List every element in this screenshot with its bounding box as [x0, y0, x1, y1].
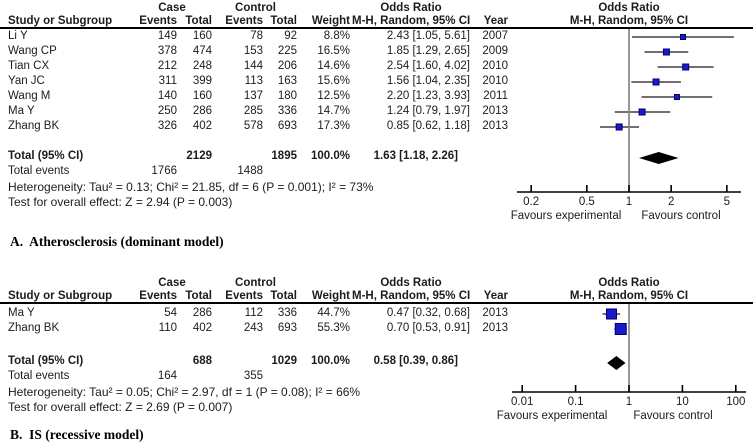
or-ci-cell: 1.24 [0.79, 1.97] — [386, 105, 470, 117]
odds-ratio-group-header: Odds Ratio — [380, 277, 442, 289]
case-total-cell: 248 — [192, 60, 212, 72]
weight-cell: 17.3% — [317, 120, 350, 132]
axis-tick-label: 0.1 — [567, 396, 584, 408]
case-events-cell: 311 — [158, 75, 177, 87]
case-total-column-header: Total — [185, 15, 212, 27]
overall-effect-text: Test for overall effect: Z = 2.69 (P = 0.007) — [8, 400, 233, 414]
panel-b-label: B. IS (recessive model) — [10, 427, 144, 442]
case-total-cell: 474 — [192, 45, 212, 57]
study-name-cell: Ma Y — [8, 105, 35, 117]
year-cell: 2011 — [483, 90, 508, 102]
axis-tick-label: 5 — [723, 196, 731, 208]
weight-cell: 8.8% — [323, 30, 350, 42]
year-cell: 2013 — [482, 120, 508, 132]
or-marker — [683, 64, 689, 70]
favours-left-label: Favours experimental — [496, 410, 608, 422]
plot-subtitle: M-H, Random, 95% CI — [569, 15, 689, 27]
case-events-cell: 326 — [157, 120, 177, 132]
case-events-cell: 54 — [164, 307, 177, 319]
axis-tick-label: 1 — [625, 196, 633, 208]
axis-tick-label: 2 — [667, 196, 675, 208]
or-marker — [615, 324, 626, 335]
case-events-cell: 110 — [158, 322, 177, 334]
control-events-cell: 112 — [244, 307, 263, 319]
or-marker — [680, 35, 685, 40]
total-events-case-cell: 1766 — [151, 165, 177, 177]
year-column-header: Year — [483, 15, 508, 27]
case-events-cell: 250 — [157, 105, 177, 117]
study-name-cell: Li Y — [8, 30, 28, 42]
heterogeneity-text: Heterogeneity: Tau² = 0.13; Chi² = 21.85, df = 6 (P = 0.001); I² = 73% — [8, 180, 374, 194]
total-case-total-cell: 2129 — [186, 150, 212, 162]
total-or-ci-cell: 0.58 [0.39, 0.86] — [373, 355, 458, 367]
or-ci-cell: 1.85 [1.29, 2.65] — [386, 45, 470, 57]
axis-tick-label: 0.01 — [510, 396, 534, 408]
control-events-column-header: Events — [225, 290, 263, 302]
total-weight-cell: 100.0% — [310, 355, 350, 367]
study-name-cell: Tian CX — [8, 60, 50, 72]
axis-tick-label: 0.5 — [578, 196, 595, 208]
control-events-cell: 578 — [243, 120, 263, 132]
or-ci-cell: 2.54 [1.60, 4.02] — [386, 60, 470, 72]
heterogeneity-text: Heterogeneity: Tau² = 0.05; Chi² = 2.97, df = 1 (P = 0.08); I² = 66% — [8, 385, 361, 399]
study-name-cell: Zhang BK — [8, 322, 60, 334]
case-total-cell: 286 — [192, 105, 212, 117]
total-events-control-cell: 355 — [243, 370, 263, 382]
total-case-total-cell: 688 — [192, 355, 212, 367]
control-events-column-header: Events — [225, 15, 263, 27]
case-events-column-header: Events — [139, 290, 177, 302]
control-events-cell: 137 — [243, 90, 263, 102]
study-name-cell: Ma Y — [8, 307, 35, 319]
case-total-cell: 399 — [192, 75, 212, 87]
total-label-cell: Total (95% CI) — [8, 150, 84, 162]
or-marker — [653, 79, 659, 85]
control-events-cell: 153 — [243, 45, 263, 57]
control-events-cell: 285 — [243, 105, 263, 117]
or-ci-cell: 0.70 [0.53, 0.91] — [386, 322, 470, 334]
study-name-cell: Yan JC — [8, 75, 45, 87]
year-column-header: Year — [483, 290, 508, 302]
year-cell: 2013 — [482, 105, 508, 117]
total-label-cell: Total (95% CI) — [8, 355, 84, 367]
case-total-column-header: Total — [185, 290, 212, 302]
plot-subtitle: M-H, Random, 95% CI — [569, 290, 689, 302]
weight-cell: 15.6% — [317, 75, 350, 87]
total-events-control-cell: 1488 — [237, 165, 263, 177]
odds-ratio-group-header: Odds Ratio — [380, 2, 442, 14]
control-events-cell: 144 — [243, 60, 263, 72]
study-name-cell: Wang CP — [8, 45, 57, 57]
case-events-cell: 212 — [157, 60, 177, 72]
or-ci-cell: 2.20 [1.23, 3.93] — [386, 90, 470, 102]
weight-column-header: Weight — [311, 15, 350, 27]
control-total-cell: 693 — [277, 322, 297, 334]
case-group-header: Case — [158, 277, 186, 289]
or-ci-column-header: M-H, Random, 95% CI — [352, 15, 471, 27]
control-group-header: Control — [235, 277, 276, 289]
control-total-column-header: Total — [270, 290, 297, 302]
case-total-cell: 286 — [192, 307, 212, 319]
case-events-column-header: Events — [139, 15, 177, 27]
weight-cell: 12.5% — [317, 90, 350, 102]
favours-left-label: Favours experimental — [510, 210, 622, 222]
or-marker — [674, 95, 679, 100]
total-weight-cell: 100.0% — [310, 150, 350, 162]
favours-right-label: Favours control — [633, 410, 713, 422]
panel-a-label: A. Atherosclerosis (dominant model) — [10, 234, 224, 249]
total-or-ci-cell: 1.63 [1.18, 2.26] — [373, 150, 458, 162]
control-total-cell: 336 — [277, 105, 297, 117]
weight-column-header: Weight — [311, 290, 350, 302]
control-events-cell: 78 — [250, 30, 263, 42]
control-total-cell: 163 — [277, 75, 297, 87]
control-total-cell: 336 — [277, 307, 297, 319]
case-total-cell: 402 — [192, 120, 212, 132]
year-cell: 2010 — [482, 75, 508, 87]
control-total-cell: 206 — [277, 60, 297, 72]
axis-tick-label: 100 — [726, 396, 746, 408]
or-marker — [616, 124, 622, 130]
or-ci-cell: 0.47 [0.32, 0.68] — [386, 307, 470, 319]
overall-effect-text: Test for overall effect: Z = 2.94 (P = 0.003) — [8, 195, 233, 209]
control-total-cell: 225 — [277, 45, 297, 57]
case-total-cell: 402 — [192, 322, 212, 334]
weight-cell: 55.3% — [317, 322, 350, 334]
favours-right-label: Favours control — [641, 210, 721, 222]
control-events-cell: 243 — [243, 322, 263, 334]
control-events-cell: 113 — [244, 75, 263, 87]
year-cell: 2013 — [482, 322, 508, 334]
or-ci-cell: 0.85 [0.62, 1.18] — [386, 120, 470, 132]
axis-tick-label: 10 — [675, 396, 689, 408]
total-events-label-cell: Total events — [8, 370, 70, 382]
control-total-cell: 693 — [277, 120, 297, 132]
total-control-total-cell: 1029 — [271, 355, 297, 367]
control-total-cell: 180 — [277, 90, 297, 102]
axis-tick-label: 1 — [625, 396, 633, 408]
year-cell: 2013 — [482, 307, 508, 319]
summary-diamond — [607, 356, 625, 370]
weight-cell: 16.5% — [317, 45, 350, 57]
year-cell: 2010 — [482, 60, 508, 72]
total-control-total-cell: 1895 — [271, 150, 297, 162]
or-marker — [663, 49, 669, 55]
weight-cell: 44.7% — [317, 307, 350, 319]
or-marker — [606, 309, 616, 319]
or-ci-column-header: M-H, Random, 95% CI — [352, 290, 471, 302]
study-name-cell: Wang M — [8, 90, 51, 102]
or-ci-cell: 1.56 [1.04, 2.35] — [386, 75, 470, 87]
total-events-case-cell: 164 — [157, 370, 177, 382]
case-total-cell: 160 — [192, 90, 212, 102]
study-name-cell: Zhang BK — [8, 120, 60, 132]
study-column-header: Study or Subgroup — [8, 15, 113, 27]
or-marker — [639, 109, 645, 115]
summary-diamond — [639, 152, 679, 164]
case-group-header: Case — [158, 2, 186, 14]
control-total-cell: 92 — [284, 30, 297, 42]
plot-title: Odds Ratio — [598, 2, 660, 14]
axis-tick-label: 0.2 — [523, 196, 540, 208]
or-ci-cell: 2.43 [1.05, 5.61] — [386, 30, 470, 42]
plot-title: Odds Ratio — [598, 277, 660, 289]
weight-cell: 14.6% — [317, 60, 350, 72]
control-total-column-header: Total — [270, 15, 297, 27]
case-events-cell: 140 — [157, 90, 177, 102]
total-events-label-cell: Total events — [8, 165, 70, 177]
year-cell: 2007 — [482, 30, 508, 42]
study-column-header: Study or Subgroup — [8, 290, 113, 302]
weight-cell: 14.7% — [317, 105, 350, 117]
case-total-cell: 160 — [192, 30, 212, 42]
case-events-cell: 149 — [157, 30, 177, 42]
case-events-cell: 378 — [157, 45, 177, 57]
control-group-header: Control — [235, 2, 276, 14]
year-cell: 2009 — [482, 45, 508, 57]
